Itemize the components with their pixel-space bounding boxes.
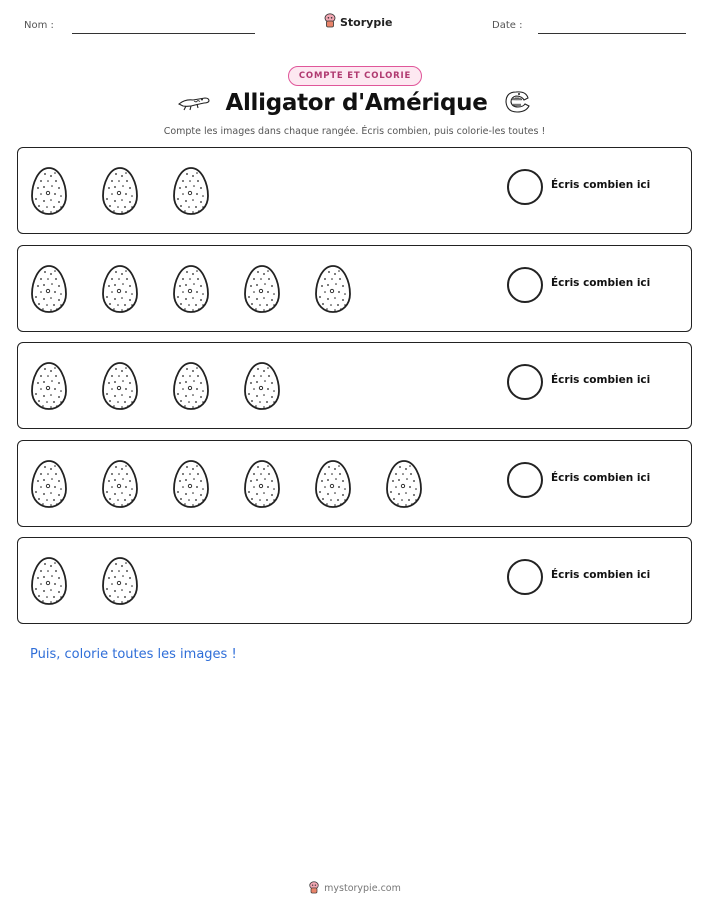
answer-circle[interactable] <box>507 267 543 303</box>
count-row <box>17 537 692 624</box>
egg-group <box>30 538 139 623</box>
speckled-egg-icon <box>385 459 423 509</box>
count-row <box>17 147 692 234</box>
speckled-egg-icon <box>30 361 68 411</box>
egg-group <box>30 148 210 233</box>
count-row <box>17 245 692 332</box>
count-row <box>17 440 692 527</box>
count-row <box>17 342 692 429</box>
answer-circle[interactable] <box>507 364 543 400</box>
activity-badge: COMPTE ET COLORIE <box>288 66 422 86</box>
speckled-egg-icon <box>30 459 68 509</box>
speckled-egg-icon <box>101 556 139 606</box>
egg-group <box>30 441 423 526</box>
speckled-egg-icon <box>172 166 210 216</box>
speckled-egg-icon <box>30 556 68 606</box>
speckled-egg-icon <box>243 459 281 509</box>
speckled-egg-icon <box>101 459 139 509</box>
footer-url: mystorypie.com <box>324 883 401 894</box>
speckled-egg-icon <box>314 459 352 509</box>
answer-label: Écris combien ici <box>551 569 651 581</box>
answer-circle[interactable] <box>507 462 543 498</box>
egg-group <box>30 246 352 331</box>
answer-label: Écris combien ici <box>551 374 651 386</box>
coloring-instruction: Puis, colorie toutes les images ! <box>30 647 237 662</box>
date-label: Date : <box>492 20 523 31</box>
answer-label: Écris combien ici <box>551 472 651 484</box>
speckled-egg-icon <box>172 264 210 314</box>
speckled-egg-icon <box>172 361 210 411</box>
storypie-logo-icon <box>308 879 320 898</box>
speckled-egg-icon <box>243 264 281 314</box>
date-line[interactable] <box>538 33 686 34</box>
brand <box>323 13 392 32</box>
name-line[interactable] <box>72 33 255 34</box>
answer-label: Écris combien ici <box>551 179 651 191</box>
speckled-egg-icon <box>30 166 68 216</box>
speckled-egg-icon <box>172 459 210 509</box>
instructions: Compte les images dans chaque rangée. Écris combien, puis colorie-les toutes ! <box>163 126 546 137</box>
speckled-egg-icon <box>101 166 139 216</box>
storypie-logo-icon <box>323 13 337 32</box>
footer <box>0 879 709 898</box>
answer-circle[interactable] <box>507 559 543 595</box>
alligator-head-icon <box>502 88 532 118</box>
page-title: Alligator d'Amérique <box>225 90 488 116</box>
speckled-egg-icon <box>314 264 352 314</box>
brand-name: Storypie <box>340 16 393 29</box>
name-label: Nom : <box>24 20 54 31</box>
egg-group <box>30 343 281 428</box>
alligator-icon <box>177 90 211 116</box>
speckled-egg-icon <box>30 264 68 314</box>
answer-label: Écris combien ici <box>551 277 651 289</box>
speckled-egg-icon <box>243 361 281 411</box>
speckled-egg-icon <box>101 264 139 314</box>
title-row <box>0 88 709 118</box>
speckled-egg-icon <box>101 361 139 411</box>
answer-circle[interactable] <box>507 169 543 205</box>
